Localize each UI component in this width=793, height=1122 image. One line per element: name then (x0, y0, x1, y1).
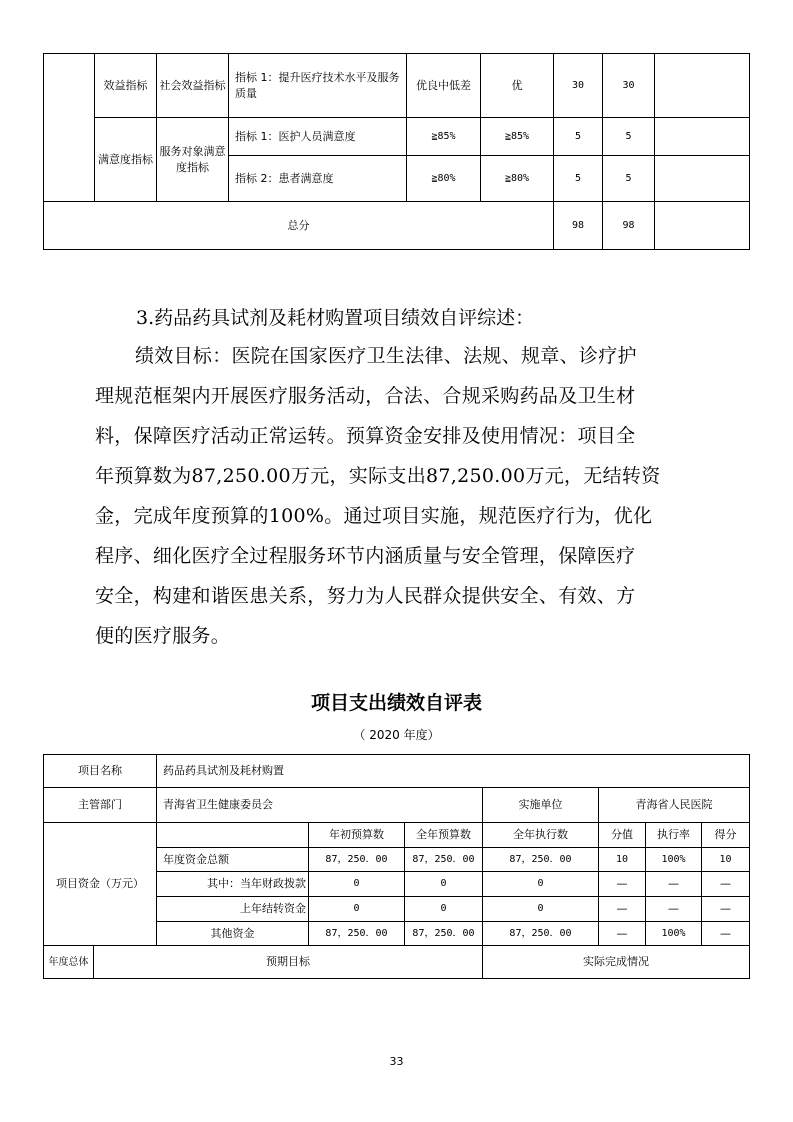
paragraph-line: 安全，构建和谐医患关系，努力为人民群众提供安全、有效、方 (95, 585, 636, 607)
column-header: 分值 (599, 823, 646, 848)
table-cell: 10 (702, 848, 750, 872)
expected-goal-header: 预期目标 (94, 946, 483, 979)
table-cell: 5 (603, 118, 655, 156)
dept-value: 青海省卫生健康委员会 (157, 788, 483, 823)
empty-cell (157, 823, 309, 848)
row-label: 其他资金 (157, 922, 309, 946)
empty-cell (655, 118, 750, 156)
total-label: 总分 (44, 202, 554, 250)
paragraph-line: 理规范框架内开展医疗服务活动，合法、合规采购药品及卫生材 (95, 385, 636, 407)
paragraph-line: 年预算数为87,250.00万元，实际支出87,250.00万元，无结转资 (95, 465, 661, 487)
paragraph-line: 料，保障医疗活动正常运转。预算资金安排及使用情况：项目全 (95, 425, 636, 447)
column-header: 全年预算数 (405, 823, 483, 848)
dept-label: 主管部门 (44, 788, 157, 823)
table-row (44, 788, 750, 823)
section-heading: 3.药品药具试剂及耗材购置项目绩效自评综述： (136, 307, 535, 329)
table-cell: 5 (554, 156, 603, 202)
impl-value: 青海省人民医院 (599, 788, 750, 823)
table-cell: — (599, 897, 646, 922)
page-number: 33 (389, 1055, 404, 1068)
section-paragraph (95, 336, 695, 656)
table-cell: 100% (646, 922, 702, 946)
impl-label: 实施单位 (483, 788, 599, 823)
table-cell: 10 (599, 848, 646, 872)
self-evaluation-table (43, 754, 750, 979)
table-cell: 效益指标 (95, 54, 157, 118)
empty-cell (44, 54, 95, 202)
empty-cell (655, 202, 750, 250)
project-name-label: 项目名称 (44, 755, 157, 788)
table-cell: 87，250．00 (405, 922, 483, 946)
column-header: 得分 (702, 823, 750, 848)
table-cell: — (646, 872, 702, 897)
table-cell: 指标 1：医护人员满意度 (229, 118, 407, 156)
table-row (44, 946, 750, 979)
table-cell: 0 (483, 897, 599, 922)
table-cell: — (599, 872, 646, 897)
empty-cell (655, 156, 750, 202)
table-cell: 指标 2：患者满意度 (229, 156, 407, 202)
table-cell: 100% (646, 848, 702, 872)
table-cell: — (646, 897, 702, 922)
table-row (44, 823, 750, 848)
table-cell: ≧80% (407, 156, 481, 202)
table-cell: 87，250．00 (483, 922, 599, 946)
column-header: 年初预算数 (309, 823, 405, 848)
table-row (44, 755, 750, 788)
total-cell: 98 (603, 202, 655, 250)
paragraph-line: 金，完成年度预算的100%。通过项目实施，规范医疗行为，优化 (95, 505, 653, 527)
table-cell: — (702, 872, 750, 897)
empty-cell (655, 54, 750, 118)
table-cell: 社会效益指标 (157, 54, 229, 118)
table-cell: 优良中低差 (407, 54, 481, 118)
row-label: 其中：当年财政拨款 (157, 872, 309, 897)
table-cell: ≧85% (481, 118, 554, 156)
total-cell: 98 (554, 202, 603, 250)
row-label: 上年结转资金 (157, 897, 309, 922)
table-cell: 0 (405, 897, 483, 922)
table-cell: 5 (554, 118, 603, 156)
paragraph-line: 程序、细化医疗全过程服务环节内涵质量与安全管理，保障医疗 (95, 545, 636, 567)
table-cell: — (599, 922, 646, 946)
project-name: 药品药具试剂及耗材购置 (157, 755, 750, 788)
paragraph-line: 绩效目标：医院在国家医疗卫生法律、法规、规章、诊疗护 (135, 345, 637, 367)
table-row (44, 54, 750, 118)
table-cell: 30 (554, 54, 603, 118)
table-row (44, 118, 750, 156)
table-cell: — (702, 897, 750, 922)
table-year: （ 2020 年度） (353, 728, 440, 742)
table-cell: 0 (483, 872, 599, 897)
table-cell: 87，250．00 (483, 848, 599, 872)
table-cell: 优 (481, 54, 554, 118)
table-cell: 服务对象满意度指标 (157, 118, 229, 202)
total-row (44, 202, 750, 250)
table-cell: 5 (603, 156, 655, 202)
indicator-table (43, 53, 750, 250)
table-cell: 30 (603, 54, 655, 118)
table-cell: 87，250．00 (309, 922, 405, 946)
table-cell: 0 (309, 897, 405, 922)
table-cell: ≧80% (481, 156, 554, 202)
paragraph-line: 便的医疗服务。 (95, 625, 231, 647)
table-cell: 指标 1：提升医疗技术水平及服务质量 (229, 54, 407, 118)
row-label: 年度资金总额 (157, 848, 309, 872)
table-cell: 87，250．00 (309, 848, 405, 872)
goal-label: 年度总体 (44, 946, 94, 979)
table-cell: ≧85% (407, 118, 481, 156)
table-title: 项目支出绩效自评表 (310, 692, 482, 714)
table-cell: 满意度指标 (95, 118, 157, 202)
table-cell: 0 (309, 872, 405, 897)
column-header: 执行率 (646, 823, 702, 848)
actual-result-header: 实际完成情况 (483, 946, 750, 979)
funds-label: 项目资金（万元） (44, 823, 157, 946)
table-cell: 87，250．00 (405, 848, 483, 872)
table-cell: — (702, 922, 750, 946)
column-header: 全年执行数 (483, 823, 599, 848)
table-cell: 0 (405, 872, 483, 897)
